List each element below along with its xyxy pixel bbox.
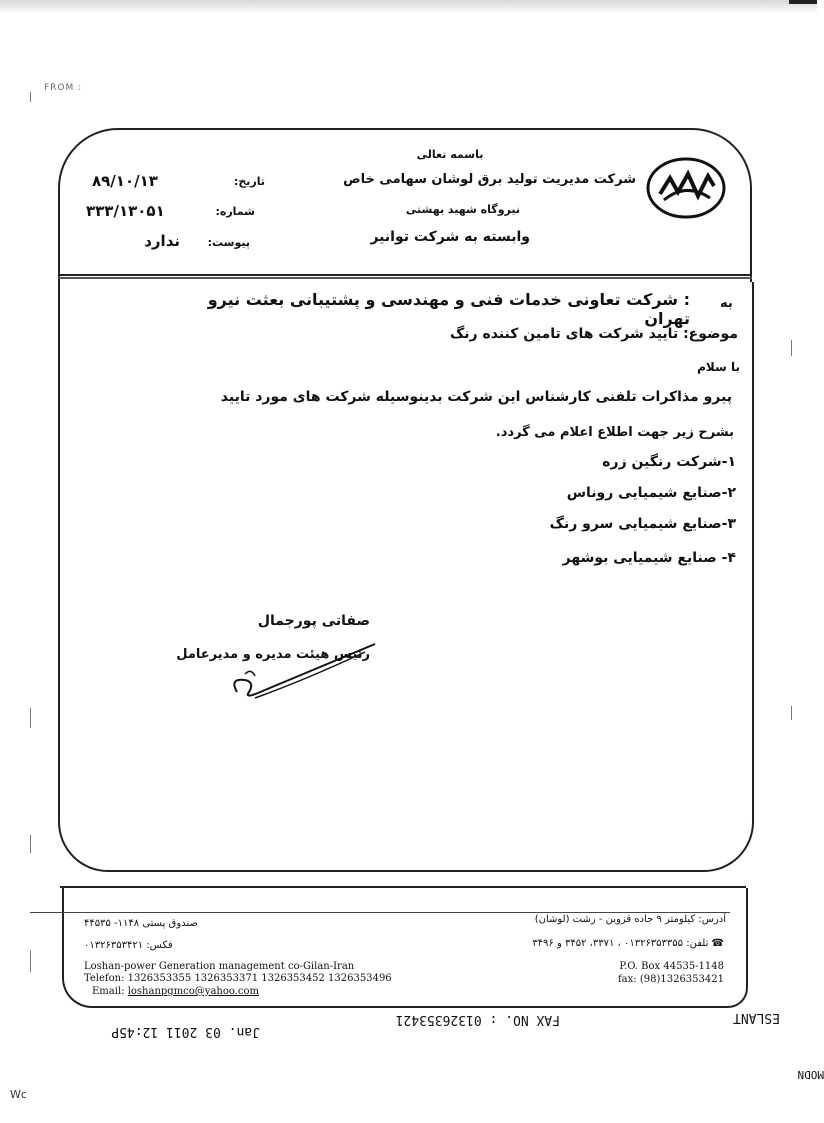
- footer-rule: [30, 912, 730, 913]
- email-label: Email:: [92, 986, 125, 997]
- footer-company-en: Loshan-power Generation management co-Gilan-Iran: [84, 961, 355, 972]
- number-label: شماره:: [215, 205, 255, 218]
- signer-title: رئیس هیئت مدیره و مدیرعامل: [176, 647, 370, 662]
- margin-tick: [791, 706, 792, 720]
- footer-telephone-en: Telefon: 1326353355 1326353371 1326353452 1326353496: [84, 973, 392, 984]
- subject-line: موضوع: تایید شرکت های تامین کننده رنگ: [449, 326, 738, 342]
- corner-mark: Wc: [10, 1088, 27, 1101]
- basmala: باسمه تعالی: [416, 148, 484, 161]
- margin-tick: [30, 92, 31, 102]
- signer-name: صفاتی پورجمال: [257, 613, 370, 629]
- fax-timestamp: Jan. 03 2011 12:45P: [111, 1024, 260, 1039]
- attachment-value: ندارد: [144, 232, 180, 250]
- recipient-name: : شرکت تعاونی خدمات فنی و مهندسی و پشتیبانی بعثت نیرو تهران: [207, 290, 690, 328]
- footer-fax: فکس: ۰۱۳۲۶۳۵۳۴۲۱: [84, 940, 173, 951]
- list-item: ۲-صنایع شیمیایی روناس: [566, 485, 736, 501]
- fax-from-mark: FROM :: [44, 83, 83, 93]
- list-item: ۴- صنایع شیمیایی بوشهر: [562, 550, 736, 566]
- body-paragraph: پیرو مذاکرات تلفنی کارشناس این شرکت بدینوسیله شرکت های مورد تایید: [220, 389, 732, 405]
- margin-tick: [791, 340, 792, 356]
- recipient-label: به: [720, 296, 733, 311]
- list-item: ۳-صنایع شیمیایی سرو رنگ: [549, 516, 736, 532]
- margin-tick: [30, 708, 31, 728]
- lpm-logo-icon: [644, 156, 728, 220]
- scan-corner-mark: [789, 0, 817, 4]
- fax-mode-mark: MODN: [797, 1068, 824, 1081]
- affiliation-line: وابسته به شرکت توانیر: [370, 229, 530, 245]
- footer-address: آدرس: کیلومتر ۹ جاده قزوین - رشت (لوشان): [534, 914, 726, 925]
- company-name: شرکت مدیریت تولید برق لوشان سهامی خاص: [343, 172, 636, 187]
- salutation: با سلام: [697, 360, 740, 374]
- fax-number: FAX NO. : 01326353421: [395, 1012, 560, 1027]
- footer-pobox-en: P.O. Box 44535-1148: [619, 961, 724, 972]
- fax-sender-id: ESLANT: [733, 1010, 780, 1025]
- footer-phones: ☎ تلفن: ۰۱۳۲۶۳۵۳۳۵۵ ، ۳۳۷۱، ۳۴۵۲ و ۳۴۹۶: [532, 938, 724, 949]
- handwritten-signature: [225, 640, 385, 710]
- letterhead-divider: [58, 274, 752, 276]
- list-item: ۱-شرکت رنگین زره: [602, 454, 736, 470]
- number-value: ۳۳۳/۱۳۰۵۱: [86, 202, 165, 220]
- date-value: ۸۹/۱۰/۱۳: [92, 172, 158, 190]
- footer-pobox: صندوق پستی ۱۱۴۸- ۴۴۵۳۵: [84, 918, 198, 929]
- plant-name: نیروگاه شهید بهشتی: [405, 203, 520, 216]
- footer-fax-en: fax: (98)1326353421: [617, 974, 724, 985]
- footer-email: [92, 986, 259, 997]
- margin-tick: [30, 835, 31, 853]
- attachment-label: پیوست:: [207, 236, 250, 249]
- scan-top-band: [0, 0, 817, 14]
- body-paragraph: بشرح زیر جهت اطلاع اعلام می گردد.: [495, 425, 734, 440]
- email-link[interactable]: loshanpgmco@yahoo.com: [127, 986, 260, 997]
- margin-tick: [30, 950, 31, 972]
- date-label: تاریخ:: [233, 175, 265, 188]
